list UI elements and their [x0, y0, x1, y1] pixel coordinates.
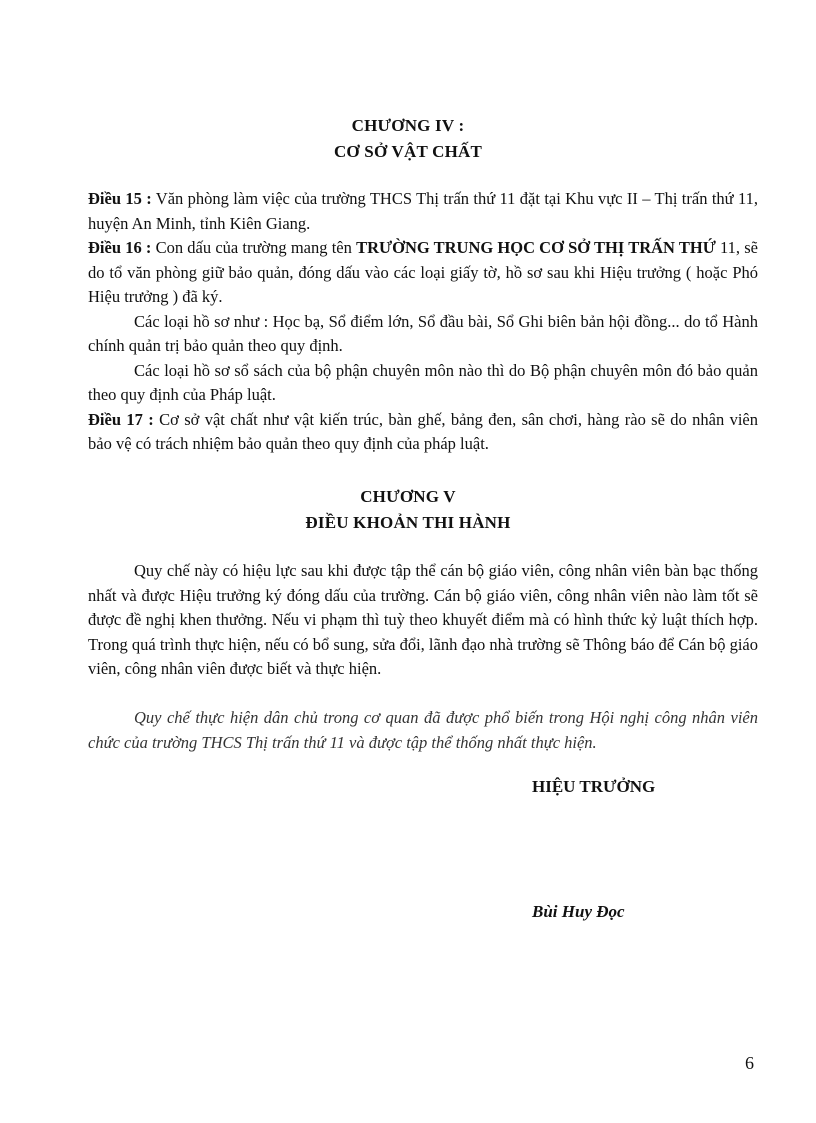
chapter-4-heading: [0, 113, 816, 165]
signature-title: HIỆU TRƯỞNG: [532, 777, 656, 796]
article-17: [88, 408, 758, 457]
article-16-text-after: 11, sẽ do tổ văn phòng giữ bảo quản, đóng dấu vào các loại giấy tờ, hồ sơ sau khi Hiệu trưởng ( hoặc Phó Hiệu trưởng ) đã ký.: [88, 238, 758, 306]
article-15-text: Văn phòng làm việc của trường THCS Thị trấn thứ 11 đặt tại Khu vực II – Thị trấn thứ 11, huyện An Minh, tỉnh Kiên Giang.: [88, 189, 758, 233]
article-15-label: Điều 15 :: [88, 189, 152, 208]
article-15: [88, 187, 758, 236]
promulgation-note: [88, 706, 758, 755]
school-name: TRƯỜNG TRUNG HỌC CƠ SỞ THỊ TRẤN THỨ: [356, 238, 716, 257]
chapter-4-subtitle: CƠ SỞ VẬT CHẤT: [333, 142, 483, 161]
article-16-text-before: Con dấu của trường mang tên: [151, 238, 357, 257]
promulgation-note-text: Quy chế thực hiện dân chủ trong cơ quan đã được phổ biến trong Hội nghị công nhân viên chức của trường THCS Thị trấn thứ 11 và được tập thể thống nhất thực hiện.: [88, 708, 758, 752]
chapter-5-subtitle: ĐIỀU KHOẢN THI HÀNH: [305, 513, 511, 532]
article-17-text: Cơ sở vật chất như vật kiến trúc, bàn ghế, bảng đen, sân chơi, hàng rào sẽ do nhân viên bảo vệ có trách nhiệm bảo quản theo quy định của pháp luật.: [88, 409, 759, 453]
chapter-5-body: [88, 559, 758, 682]
article-17-label: Điều 17 :: [88, 409, 154, 429]
signer-name: Bùi Huy Đọc: [532, 902, 625, 921]
implementation-paragraph: Quy chế này có hiệu lực sau khi được tập thể cán bộ giáo viên, công nhân viên bàn bạc thống nhất và được Hiệu trưởng ký đóng dấu của trường. Cán bộ giáo viên, công nhân viên nào làm tốt sẽ được đề nghị khen thưởng. Nếu vi phạm thì tuỳ theo khuyết điểm mà có hình thức kỷ luật thích hợp. Trong quá trình thực hiện, nếu có bổ sung, sửa đổi, lãnh đạo nhà trường sẽ Thông báo để Cán bộ giáo viên, công nhân viên được biết và thực hiện.: [88, 561, 758, 678]
article-16-records-paragraph: Các loại hồ sơ như : Học bạ, Sổ điểm lớn, Sổ đầu bài, Sổ Ghi biên bản hội đồng... do tổ Hành chính quản trị bảo quản theo quy định.: [88, 311, 758, 355]
article-16-professional-paragraph: Các loại hồ sơ sổ sách của bộ phận chuyên môn nào thì do Bộ phận chuyên môn đó bảo quản theo quy định của Pháp luật.: [88, 360, 758, 404]
article-16: [88, 236, 758, 310]
page-number: 6: [745, 1053, 754, 1073]
chapter-4-title: CHƯƠNG IV :: [351, 116, 465, 135]
article-16-label: Điều 16 :: [88, 238, 152, 257]
chapter-4-body: [88, 187, 758, 457]
chapter-5-title: CHƯƠNG V: [360, 487, 456, 506]
chapter-5-heading: [0, 484, 816, 536]
